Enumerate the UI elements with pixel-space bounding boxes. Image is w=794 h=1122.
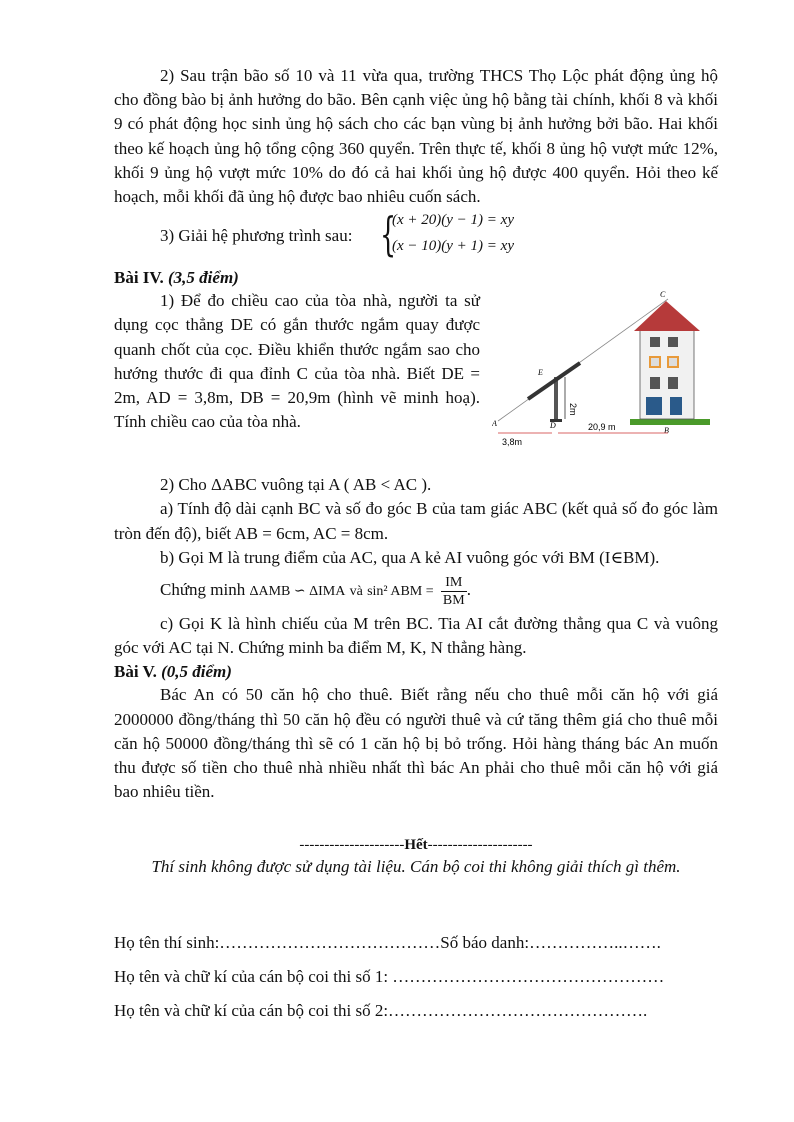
section-5-heading — [114, 660, 718, 683]
label-3-8m: 3,8m — [502, 437, 523, 448]
label-B: B — [664, 426, 669, 436]
brace-symbol: { — [380, 207, 397, 262]
label-E: E — [538, 368, 543, 378]
problem-4-1 — [114, 289, 718, 473]
window — [668, 337, 678, 347]
label-20-9m: 20,9 m — [588, 422, 616, 433]
problem-4-2a: a) Tính độ dài cạnh BC và số đo góc B của tam giác ABC (kết quả số đo góc làm tròn đến độ), biết AB = 6cm, AC = 8cm. — [114, 499, 718, 543]
equation-1: (x + 20)(y − 1) = xy — [392, 212, 514, 229]
similarity-expression: ΔAMB ∽ ΔIMA — [249, 584, 346, 600]
fraction-denominator: BM — [442, 592, 465, 608]
section-5-title: Bài V. — [114, 662, 157, 682]
stake-DE — [554, 377, 558, 421]
window — [650, 337, 660, 347]
problem-4-2b-proof: Chứng minh ΔAMB ∽ ΔIMA và sin² ABM = $\frac{IM}{BM}$ . — [160, 574, 471, 608]
and-word: và — [349, 584, 363, 600]
exam-page — [114, 64, 718, 1028]
problem-4-2b: b) Gọi M là trung điểm của AC, qua A kẻ AI vuông góc với BM (I∈BM). — [160, 547, 660, 567]
label-D: D — [550, 421, 556, 431]
signature-block — [114, 926, 718, 1028]
building-figure — [492, 291, 718, 467]
section-4-heading — [114, 266, 718, 289]
end-marker — [114, 836, 718, 855]
exam-note: Thí sinh không được sử dụng tài liệu. Cán bộ coi thi không giải thích gì thêm. — [151, 857, 681, 877]
equation-2: (x − 10)(y + 1) = xy — [392, 238, 514, 255]
section-5-points: (0,5 điểm) — [161, 662, 232, 682]
problem-4-2-intro: 2) Cho ΔABC vuông tại A ( AB < AC ). — [160, 475, 432, 495]
section-4-points: (3,5 điểm) — [168, 268, 239, 288]
label-C: C — [660, 291, 666, 300]
proof-prefix: Chứng minh — [160, 580, 246, 600]
problem-3-3-label: 3) Giải hệ phương trình sau: — [160, 226, 353, 246]
problem-3-3 — [114, 207, 718, 266]
window — [668, 357, 678, 367]
end-word: Hết — [404, 837, 428, 854]
window — [650, 357, 660, 367]
problem-4-2c: c) Gọi K là hình chiếu của M trên BC. Tia AI cắt đường thẳng qua C và vuông góc với AC tại N. Chứng minh ba điểm M, K, N thẳng hàng. — [114, 614, 718, 658]
end-dashes-right: --------------------- — [427, 837, 533, 854]
building-door — [646, 397, 662, 415]
candidate-info-line: Họ tên thí sinh:…………………………………Số báo danh:……………..……. — [114, 933, 661, 953]
section-4-title: Bài IV. — [114, 268, 164, 288]
label-A: A — [492, 419, 497, 429]
problem-4-1-text: 1) Để đo chiều cao của tòa nhà, người ta sử dụng cọc thẳng DE có gắn thước ngắm quay được quanh chốt của cọc. Điều khiển thước ngắm sao cho hướng thước đi qua đỉnh C của tòa nhà. Biết DE = 2m, AD = 3,8m, DB = 20,9m (hình vẽ minh hoạ). Tính chiều cao của tòa nhà. — [114, 291, 480, 432]
proctor-2-line: Họ tên và chữ kí của cán bộ coi thi số 2:………………………………………. — [114, 1001, 648, 1021]
end-dashes-left: --------------------- — [299, 837, 405, 854]
ground-grass — [630, 419, 710, 425]
fraction-numerator: IM — [441, 574, 467, 592]
problem-5-text: Bác An có 50 căn hộ cho thuê. Biết rằng nếu cho thuê mỗi căn hộ với giá 2000000 đồng/tháng thì 50 căn hộ đều có người thuê và cứ tăng thêm giá cho thuê mỗi căn hộ 50000 đồng/tháng thì sẽ có 1 căn hộ bị bỏ trống. Hỏi hàng tháng bác An muốn thu được số tiền cho thuê nhà nhiều nhất thì bác An phải cho thuê mỗi căn hộ với giá bao nhiêu tiền. — [114, 685, 718, 802]
proctor-1-line: Họ tên và chữ kí của cán bộ coi thi số 1: ………………………………………… — [114, 967, 665, 987]
label-2m: 2m — [568, 403, 578, 416]
problem-3-2-text: 2) Sau trận bão số 10 và 11 vừa qua, trường THCS Thọ Lộc phát động ủng hộ cho đồng bào bị ảnh hưởng do bão. Bên cạnh việc ủng hộ bằng tài chính, khối 8 và khối 9 có phát động học sinh ủng hộ sách cho các bạn vùng bị ảnh hưởng bởi bão. Hai khối theo kế hoạch ủng hộ tổng cộng 360 quyển. Trên thực tế, khối 8 ủng hộ vượt mức 12%, khối 9 ủng hộ vượt mức 10% do đó cả hai khối ủng hộ được 400 quyển. Hỏi theo kế hoạch, mỗi khối đã ủng hộ được bao nhiêu cuốn sách. — [114, 66, 718, 207]
window — [668, 377, 678, 389]
sine-expression: sin² ABM = — [367, 584, 434, 600]
window — [670, 397, 682, 415]
window — [650, 377, 660, 389]
fraction — [441, 574, 467, 609]
